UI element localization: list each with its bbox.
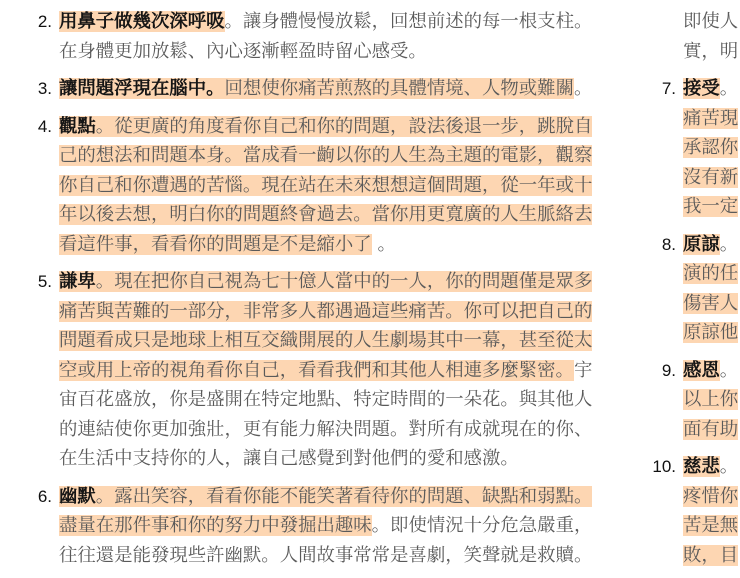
list-item bbox=[28, 267, 593, 474]
item-heading: 用鼻子做幾次深呼吸 bbox=[59, 11, 225, 32]
list-item bbox=[28, 482, 593, 571]
text-line bbox=[683, 356, 740, 386]
text-line bbox=[59, 326, 593, 356]
item-heading: 感恩 bbox=[683, 359, 720, 381]
item-heading: 觀點 bbox=[59, 115, 96, 137]
text-line bbox=[59, 511, 593, 541]
text-line bbox=[59, 415, 593, 445]
body-text: 。 bbox=[719, 233, 739, 255]
text-line bbox=[683, 230, 740, 260]
text-line bbox=[683, 104, 740, 134]
highlighted-text: 痛苦現 bbox=[683, 107, 739, 129]
body-text: 。 bbox=[371, 233, 396, 255]
text-line bbox=[59, 541, 593, 571]
text-line bbox=[683, 511, 740, 541]
body-text: 。即使情況十分危急嚴重， bbox=[371, 515, 593, 536]
highlighted-text: 年以後去想，明白你的問題終會過去。當你用更寬廣的人生脈絡去 bbox=[59, 204, 593, 225]
text-line bbox=[59, 444, 589, 474]
item-heading: 原諒 bbox=[683, 233, 720, 255]
highlighted-text: 疼惜你 bbox=[683, 485, 739, 507]
item-heading: 謙卑 bbox=[59, 271, 96, 292]
body-text: 即使人 bbox=[683, 11, 739, 32]
text-line bbox=[59, 200, 593, 230]
body-text: 宇 bbox=[573, 359, 593, 381]
text-line bbox=[683, 541, 740, 571]
highlighted-text: 己的想法和問題本身。當成看一齣以你的人生為主題的電影，觀察 bbox=[59, 145, 593, 166]
text-line bbox=[683, 192, 740, 222]
highlighted-text: 演的任 bbox=[683, 263, 739, 284]
item-heading: 慈悲 bbox=[683, 456, 720, 477]
list-item bbox=[28, 7, 593, 66]
item-number: 2. bbox=[37, 12, 52, 31]
text-line bbox=[683, 452, 740, 482]
body-text: 在生活中支持你的人，讓自己感覺到對他們的愛和感激。 bbox=[59, 448, 519, 469]
highlighted-text: 看這件事，看看你的問題是不是縮小了 bbox=[59, 233, 372, 255]
item-number: 8. bbox=[661, 234, 676, 254]
text-line bbox=[683, 37, 740, 67]
item-heading: 接受 bbox=[683, 78, 720, 99]
highlighted-text: 原諒他 bbox=[683, 322, 739, 343]
body-text: 。讓身體慢慢放鬆，回想前述的每一根支柱。 bbox=[224, 11, 593, 32]
highlighted-text: 你自己和你遭遇的苦惱。現在站在未來想想這個問題，從一年或十 bbox=[59, 174, 593, 196]
text-line bbox=[59, 385, 593, 415]
list-item bbox=[652, 452, 740, 570]
text-line bbox=[59, 230, 589, 260]
text-line bbox=[683, 259, 740, 289]
highlighted-text: 盡量在那件事和你的努力中發掘出趣味 bbox=[59, 515, 372, 536]
left-column bbox=[28, 7, 593, 578]
highlighted-text: 。露出笑容，看看你能不能笑著看待你的問題、缺點和弱點。 bbox=[95, 485, 593, 507]
body-text: 。 bbox=[719, 359, 739, 381]
text-line bbox=[59, 7, 593, 37]
text-line bbox=[59, 482, 593, 512]
item-number: 10. bbox=[652, 457, 676, 476]
item-heading: 讓問題浮現在腦中。 bbox=[59, 78, 225, 99]
body-text: 實，明 bbox=[683, 40, 739, 62]
text-line bbox=[59, 297, 593, 327]
item-heading: 幽默 bbox=[59, 485, 96, 507]
text-line bbox=[683, 133, 740, 163]
list-item bbox=[28, 74, 593, 104]
text-line bbox=[683, 415, 740, 445]
highlighted-text: 問題看成只是地球上相互交織開展的人生劇場其中一幕，甚至從太 bbox=[59, 330, 593, 351]
list-item bbox=[652, 356, 740, 445]
highlighted-text: 承認你 bbox=[683, 137, 739, 158]
item-number: 7. bbox=[661, 79, 676, 98]
text-line bbox=[683, 7, 740, 37]
text-line bbox=[59, 267, 593, 297]
highlighted-text: 傷害人 bbox=[683, 292, 739, 314]
right-column bbox=[652, 7, 740, 578]
highlighted-text: 敗，目 bbox=[683, 544, 739, 566]
item-number: 3. bbox=[37, 79, 52, 98]
text-line bbox=[59, 141, 593, 171]
item-number: 4. bbox=[37, 116, 52, 136]
highlighted-text: 。從更廣的角度看你自己和你的問題，設法後退一步，跳脫自 bbox=[95, 115, 593, 137]
highlighted-text: 我一定 bbox=[683, 196, 739, 217]
highlighted-text: 痛苦與苦難的一部分，非常多人都遇過這些痛苦。你可以把自己的 bbox=[59, 300, 593, 322]
list-item bbox=[652, 7, 740, 66]
list-item bbox=[652, 74, 740, 222]
highlighted-text: 回想使你痛苦煎熬的具體情境、人物或難關 bbox=[224, 78, 574, 99]
text-line bbox=[683, 482, 740, 512]
body-text: 的連結使你更加強壯，更有能力解決問題。對所有成就現在的你、 bbox=[59, 418, 593, 440]
highlighted-text: 以上你 bbox=[683, 389, 739, 410]
body-text: 在身體更加放鬆、內心逐漸輕盈時留心感受。 bbox=[59, 40, 427, 62]
highlighted-text: 。現在把你自己視為七十億人當中的一人，你的問題僅是眾多 bbox=[95, 271, 593, 292]
text-line bbox=[59, 74, 593, 104]
item-number: 9. bbox=[661, 360, 676, 380]
text-line bbox=[59, 112, 593, 142]
list-item bbox=[28, 112, 593, 260]
text-line bbox=[683, 289, 740, 319]
highlighted-text: 苦是無 bbox=[683, 515, 739, 536]
body-text: 。 bbox=[719, 456, 739, 477]
text-line bbox=[59, 37, 589, 67]
body-text: 宙百花盛放，你是盛開在特定地點、特定時間的一朵花。與其他人 bbox=[59, 389, 593, 410]
highlighted-text: 面有助 bbox=[683, 418, 739, 440]
highlighted-text: 空或用上帝的視角看你自己，看看我們和其他人相連多麼緊密。 bbox=[59, 359, 574, 381]
text-line bbox=[59, 171, 593, 201]
text-line bbox=[683, 385, 740, 415]
highlighted-text: 沒有新 bbox=[683, 166, 739, 188]
text-line bbox=[683, 163, 740, 193]
item-number: 5. bbox=[37, 272, 52, 291]
text-line bbox=[59, 356, 593, 386]
body-text: 往往還是能發現些許幽默。人間故事常常是喜劇，笑聲就是救贖。 bbox=[59, 544, 593, 566]
body-text: 。 bbox=[573, 78, 593, 99]
text-line bbox=[683, 318, 740, 348]
body-text: 。 bbox=[719, 78, 739, 99]
text-line bbox=[683, 74, 740, 104]
list-item bbox=[652, 230, 740, 348]
item-number: 6. bbox=[37, 486, 52, 506]
